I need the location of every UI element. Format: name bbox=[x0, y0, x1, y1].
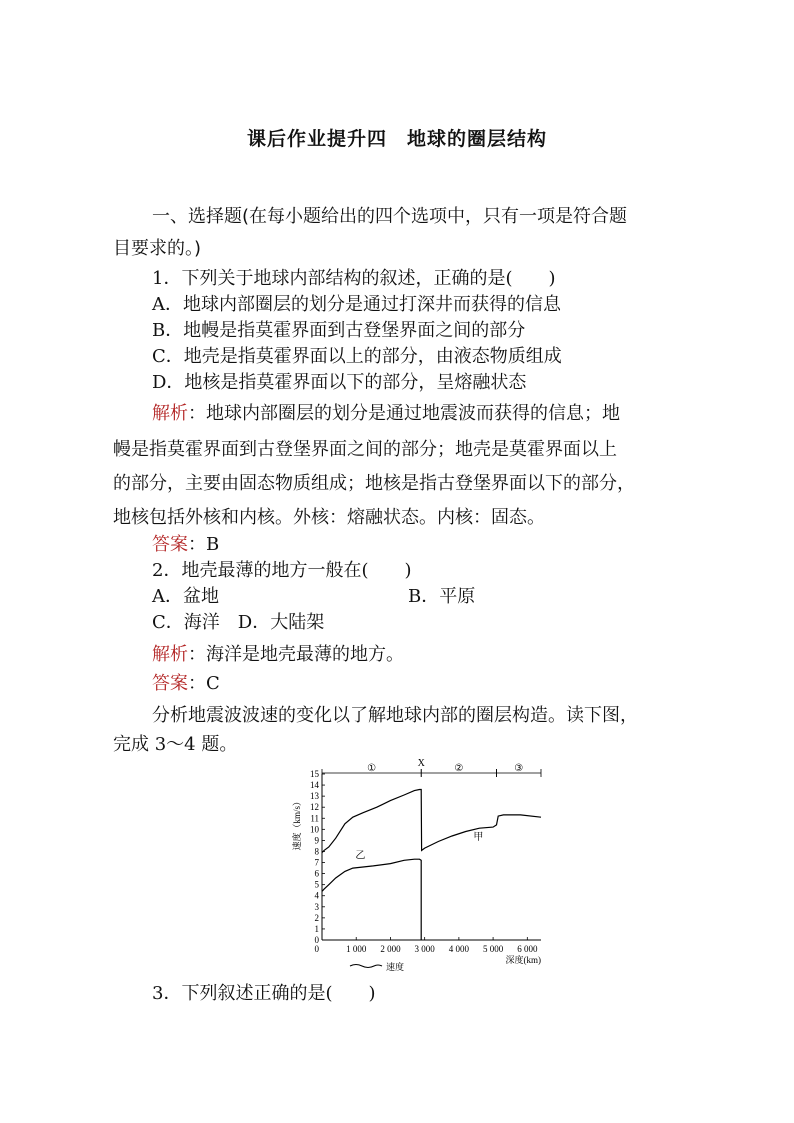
series-label-yi: 乙 bbox=[355, 850, 366, 862]
series-label-jia: 甲 bbox=[473, 832, 484, 844]
analysis-label: 解析 bbox=[152, 644, 188, 665]
y-axis-label: 速度（km/s） bbox=[292, 797, 302, 851]
y-tick-label: 13 bbox=[310, 791, 319, 802]
page-title: 课后作业提升四 地球的圈层结构 bbox=[246, 128, 547, 150]
x-tick-label: 6 000 bbox=[517, 944, 538, 954]
q1-analysis-line bbox=[152, 403, 620, 425]
answer-label: 答案 bbox=[152, 673, 188, 694]
seismic-wave-chart bbox=[286, 752, 548, 976]
x-tick-label: 1 000 bbox=[346, 944, 367, 954]
y-tick-label: 9 bbox=[314, 835, 319, 846]
analysis-label: 解析 bbox=[152, 403, 188, 424]
q1-option-b: B．地幔是指莫霍界面到古登堡界面之间的部分 bbox=[152, 320, 526, 341]
series-line-乙 bbox=[322, 859, 421, 940]
analysis-text: ：地球内部圈层的划分是通过地震波而获得的信息；地 bbox=[188, 403, 620, 424]
y-tick-label: 6 bbox=[314, 868, 319, 879]
series-line-甲 bbox=[322, 790, 541, 853]
y-tick-label: 4 bbox=[314, 890, 319, 901]
boundary-label: X bbox=[417, 758, 425, 769]
y-tick-label: 0 bbox=[314, 935, 319, 945]
intro-text-cont: 完成 3～4 题。 bbox=[113, 734, 238, 755]
x-tick-label: 4 000 bbox=[448, 944, 469, 954]
x-tick-label: 3 000 bbox=[414, 944, 435, 954]
x-tick-label: 5 000 bbox=[482, 944, 504, 954]
y-tick-label: 7 bbox=[314, 857, 319, 868]
region-label: ① bbox=[367, 763, 377, 774]
q1-option-a: A．地球内部圈层的划分是通过打深井而获得的信息 bbox=[152, 294, 561, 315]
y-tick-label: 15 bbox=[310, 769, 319, 779]
legend-label: 速度 bbox=[386, 962, 405, 972]
legend-line bbox=[350, 965, 382, 968]
x-axis-label: 深度(km) bbox=[505, 955, 541, 965]
y-tick-label: 5 bbox=[314, 879, 319, 890]
q2-option-b: B．平原 bbox=[408, 586, 476, 607]
q2-option-a: A．盆地 bbox=[152, 586, 219, 607]
answer-text: ：B bbox=[188, 534, 220, 555]
region-label: ② bbox=[454, 763, 464, 774]
chart-regions bbox=[322, 758, 541, 777]
y-tick-label: 3 bbox=[314, 901, 319, 912]
section-heading: 一、选择题(在每小题给出的四个选项中，只有一项是符合题 bbox=[152, 206, 628, 227]
analysis-text: ：海洋是地壳最薄的地方。 bbox=[188, 644, 404, 665]
q1-option-d: D．地核是指莫霍界面以下的部分，呈熔融状态 bbox=[152, 372, 527, 393]
y-tick-label: 1 bbox=[314, 923, 319, 934]
q1-answer-line bbox=[152, 534, 219, 556]
y-tick-label: 11 bbox=[310, 813, 319, 824]
q2-analysis-line bbox=[152, 644, 404, 666]
chart-tick-labels bbox=[291, 769, 541, 965]
x-tick-label: 2 000 bbox=[380, 944, 401, 954]
region-label: ③ bbox=[514, 763, 524, 774]
y-tick-label: 10 bbox=[310, 824, 319, 835]
intro-text: 分析地震波波速的变化以了解地球内部的圈层构造。读下图， bbox=[152, 705, 638, 726]
q1-analysis-line: 幔是指莫霍界面到古登堡界面之间的部分；地壳是莫霍界面以上 bbox=[113, 439, 617, 460]
q1-option-c: C．地壳是指莫霍界面以上的部分，由液态物质组成 bbox=[152, 346, 562, 367]
y-tick-label: 2 bbox=[314, 912, 319, 923]
x-origin-label: 0 bbox=[314, 944, 319, 954]
q1-stem: 1．下列关于地球内部结构的叙述，正确的是( ) bbox=[152, 268, 556, 289]
q2-answer-line bbox=[152, 673, 220, 695]
q3-stem: 3．下列叙述正确的是( ) bbox=[152, 983, 376, 1004]
q1-analysis-line: 地核包括外核和内核。外核：熔融状态。内核：固态。 bbox=[113, 507, 545, 528]
q2-stem: 2．地壳最薄的地方一般在( ) bbox=[152, 560, 412, 581]
section-heading-cont: 目要求的。) bbox=[113, 238, 202, 259]
q2-option-cd: C．海洋 D．大陆架 bbox=[152, 612, 325, 633]
answer-text: ：C bbox=[188, 673, 220, 694]
y-tick-label: 12 bbox=[310, 802, 319, 813]
answer-label: 答案 bbox=[152, 534, 188, 555]
y-tick-label: 14 bbox=[310, 780, 319, 791]
y-tick-label: 8 bbox=[314, 846, 319, 857]
q1-analysis-line: 的部分，主要由固态物质组成；地核是指古登堡界面以下的部分， bbox=[113, 473, 635, 494]
